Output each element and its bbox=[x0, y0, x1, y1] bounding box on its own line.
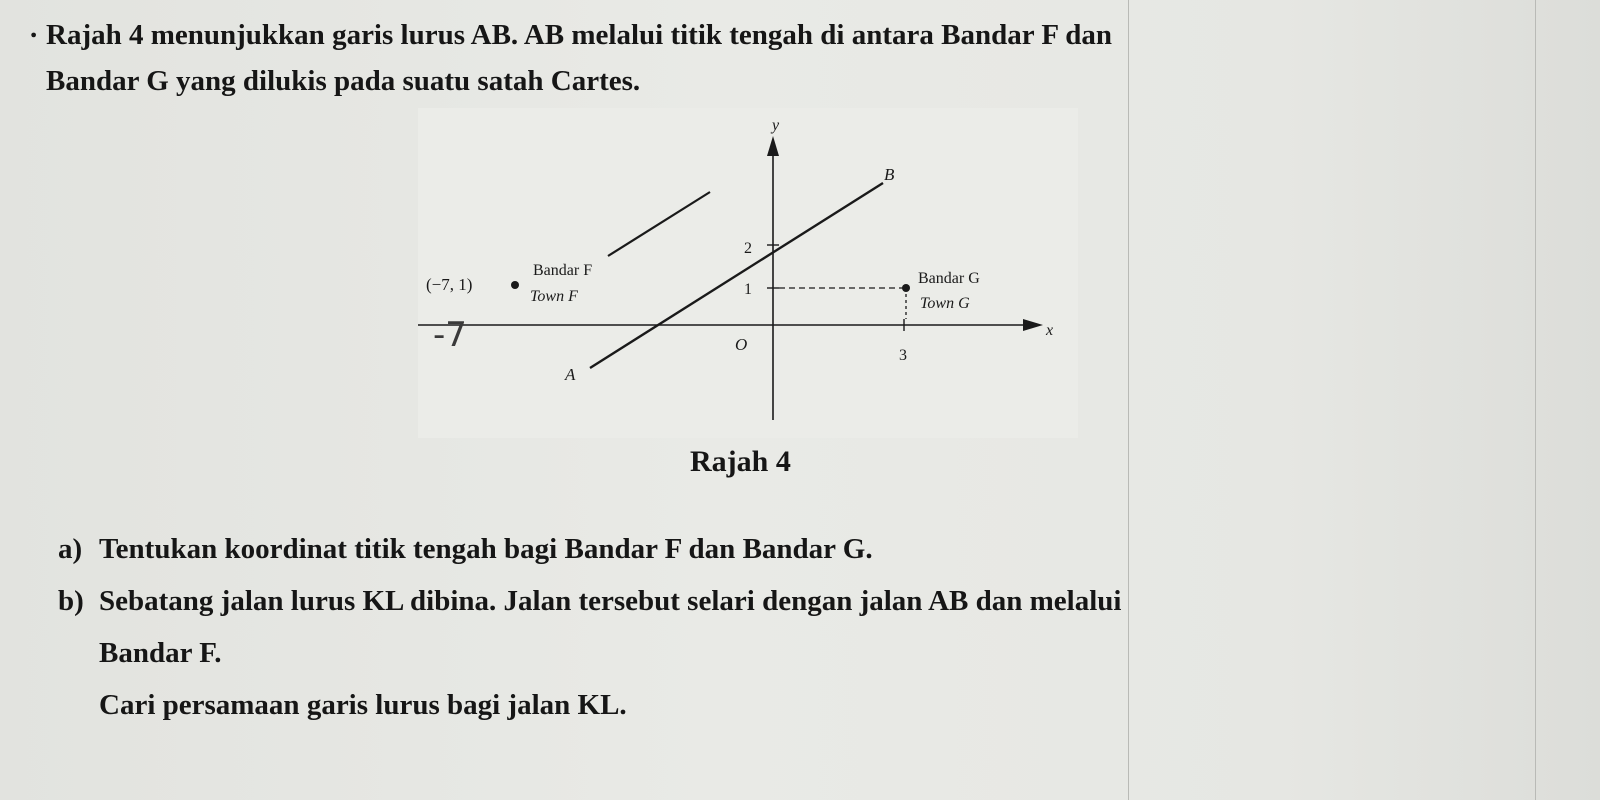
town-f-label-ms: Bandar F bbox=[533, 262, 593, 279]
part-b-line-2: Bandar F. bbox=[99, 637, 222, 669]
cartesian-figure bbox=[418, 108, 1078, 438]
part-a-text: Tentukan koordinat titik tengah bagi Bandar F dan Bandar G. bbox=[99, 533, 873, 565]
part-b-line-3: Cari persamaan garis lurus bagi jalan KL. bbox=[99, 689, 627, 721]
point-town-g bbox=[902, 284, 910, 292]
tick-label-y-1: 1 bbox=[744, 281, 752, 298]
part-b-text-1: Sebatang jalan lurus KL dibina. Jalan tersebut selari dengan jalan AB dan melalui bbox=[99, 585, 1122, 617]
y-axis-arrow bbox=[767, 136, 779, 156]
line-label-a: A bbox=[565, 365, 576, 384]
extension-stroke bbox=[608, 192, 710, 256]
intro-line-1: Rajah 4 menunjukkan garis lurus AB. AB melalui titik tengah di antara Bandar F dan bbox=[46, 19, 1112, 51]
tick-label-y-2: 2 bbox=[744, 240, 752, 257]
town-f-coordinates: (−7, 1) bbox=[426, 275, 473, 294]
y-axis-label: y bbox=[772, 117, 780, 134]
town-f-label-en: Town F bbox=[530, 288, 578, 305]
x-axis-label: x bbox=[1046, 322, 1054, 339]
town-g-label-en: Town G bbox=[920, 295, 970, 312]
figure-caption: Rajah 4 bbox=[690, 445, 791, 478]
line-label-b: B bbox=[884, 165, 895, 184]
part-b-tag: b) bbox=[58, 585, 84, 617]
point-town-f bbox=[511, 281, 519, 289]
origin-label: O bbox=[735, 335, 748, 354]
part-b-line-1 bbox=[58, 585, 1121, 618]
page-margin-line bbox=[1128, 0, 1129, 800]
intro-line-2: Bandar G yang dilukis pada suatu satah Cartes. bbox=[46, 65, 641, 97]
question-intro bbox=[46, 12, 1426, 104]
cartesian-plane bbox=[418, 108, 1078, 438]
page-edge-line bbox=[1535, 0, 1536, 800]
town-g-label-ms: Bandar G bbox=[918, 270, 980, 287]
question-number-mark: . bbox=[30, 12, 38, 44]
part-a-tag: a) bbox=[58, 533, 83, 565]
tick-label-x-3: 3 bbox=[899, 347, 907, 364]
part-a bbox=[58, 533, 873, 566]
handwritten-minus-seven: -7 bbox=[433, 315, 467, 355]
x-axis-arrow bbox=[1023, 319, 1043, 331]
